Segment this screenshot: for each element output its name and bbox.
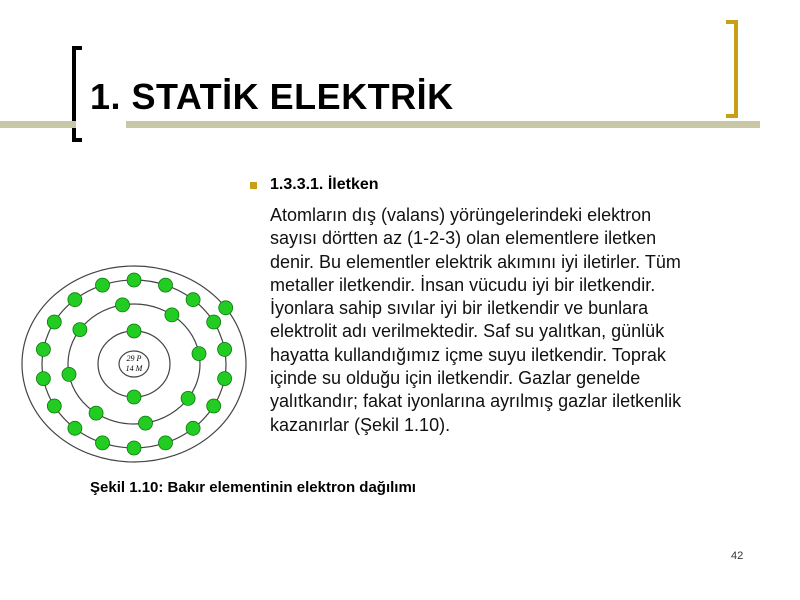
electron-dot xyxy=(127,324,141,338)
electron-dot xyxy=(181,391,195,405)
electron-dot xyxy=(96,436,110,450)
electron-dot xyxy=(207,315,221,329)
electron-dot xyxy=(165,308,179,322)
electron-dot xyxy=(218,372,232,386)
slide-title: 1. STATİK ELEKTRİK xyxy=(90,76,454,117)
electron-dot xyxy=(186,421,200,435)
nucleus-label-protons: 29 P xyxy=(126,354,142,363)
electron-dot xyxy=(36,342,50,356)
electron-dot xyxy=(127,273,141,287)
electron-dot xyxy=(159,278,173,292)
electron-dot xyxy=(127,441,141,455)
electron-dot xyxy=(139,416,153,430)
body-line: içinde su olduğu için iletkendir. Gazlar genelde xyxy=(270,368,641,389)
body-line: hayatta kullandığımız içme suyu iletkendir. Toprak xyxy=(270,344,666,365)
electron-dot xyxy=(68,421,82,435)
electron-dot xyxy=(68,293,82,307)
body-line: kazanırlar (Şekil 1.10). xyxy=(270,414,451,435)
body-line: elektrolit adı verilmektedir. Saf su yalıtkan, günlük xyxy=(270,321,665,342)
electron-dot xyxy=(159,436,173,450)
electron-dot xyxy=(62,367,76,381)
body-line: Atomların dış (valans) yörüngelerindeki elektron xyxy=(270,205,652,225)
electron-dot xyxy=(36,372,50,386)
body-line: İyonlara sahip sıvılar iyi bir iletkendir ve bunlara xyxy=(270,298,649,319)
body-line: metaller iletkendir. İnsan vücudu iyi bir iletkendir. xyxy=(270,274,656,295)
electron-dot xyxy=(207,399,221,413)
body-line: sayısı dörtten az (1-2-3) olan elementlere iletken xyxy=(270,228,657,249)
electron-dot xyxy=(96,278,110,292)
body-line: denir. Bu elementler elektrik akımını iyi iletirler. Tüm xyxy=(270,251,681,272)
electron-dot xyxy=(219,301,233,315)
figure-caption: Şekil 1.10: Bakır elementinin elektron dağılımı xyxy=(90,479,416,496)
electron-dot xyxy=(73,323,87,337)
electron-dot xyxy=(186,293,200,307)
electron-dot xyxy=(116,298,130,312)
body-line: yalıtkandır; fakat iyonlarına ayrılmış gazlar iletkenlik xyxy=(270,391,682,412)
electron-dot xyxy=(127,390,141,404)
electron-dot xyxy=(218,342,232,356)
electron-dot xyxy=(47,315,61,329)
section-heading: 1.3.3.1. İletken xyxy=(270,176,379,193)
electron-dot xyxy=(47,399,61,413)
page-number: 42 xyxy=(731,550,744,562)
electron-dot xyxy=(89,406,103,420)
nucleus-label-neutrons: 14 M xyxy=(125,364,143,373)
electron-dot xyxy=(192,347,206,361)
